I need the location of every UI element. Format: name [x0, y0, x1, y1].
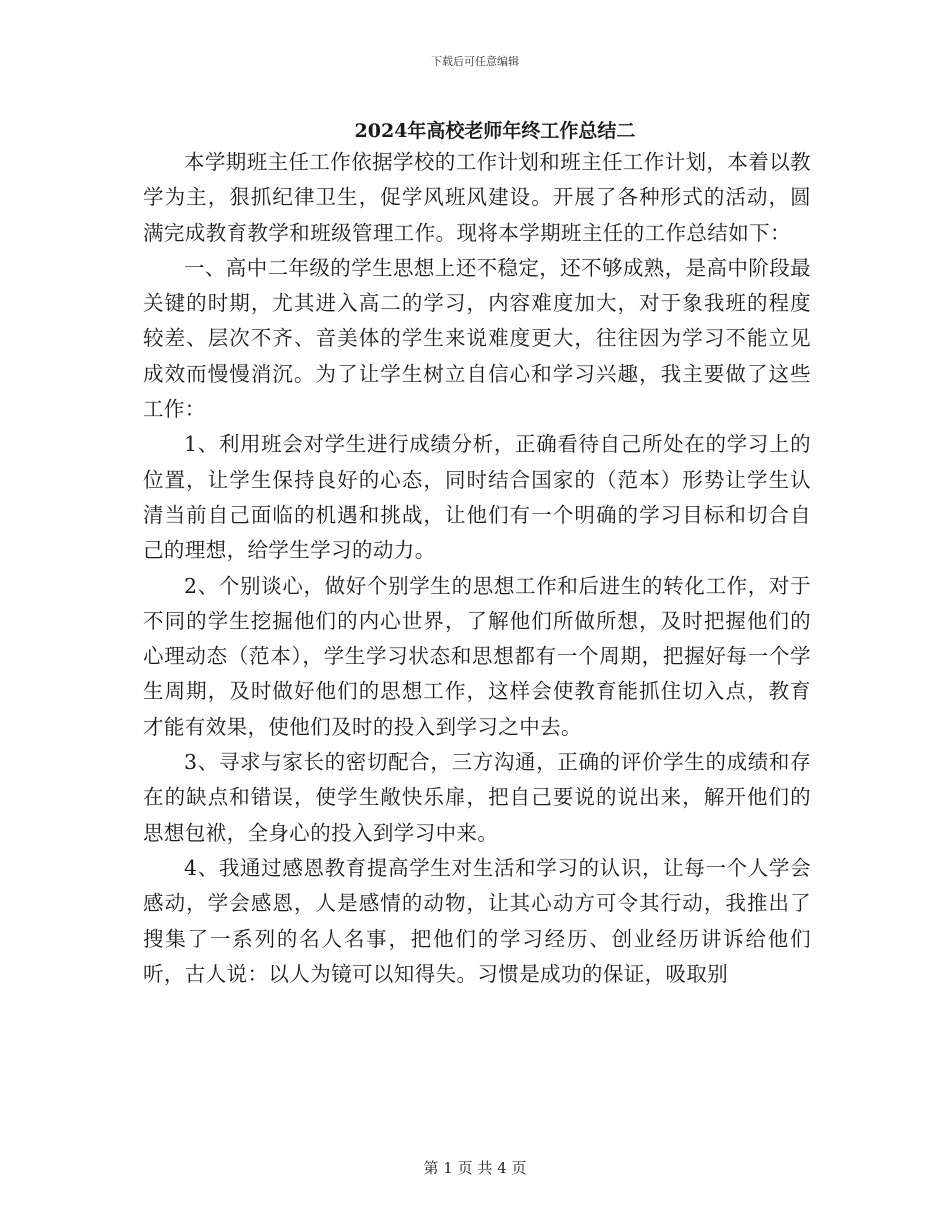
paragraph-item-1: 1、利用班会对学生进行成绩分析，正确看待自己所处在的学习上的位置，让学生保持良好的心态，同时结合国家的（范本）形势让学生认清当前自己面临的机遇和挑战，让他们有一个明确的学习目标和切合自己的理想，给学生学习的动力。 [143, 432, 811, 563]
document-body [143, 145, 811, 992]
document-title: 2024年高校老师年终工作总结二 [354, 120, 636, 142]
paragraph-section-one: 一、高中二年级的学生思想上还不稳定，还不够成熟，是高中阶段最关键的时期，尤其进入高二的学习，内容难度加大，对于象我班的程度较差、层次不齐、音美体的学生来说难度更大，往往因为学习不能立见成效而慢慢消沉。为了让学生树立自信心和学习兴趣，我主要做了这些工作： [143, 255, 811, 422]
paragraph-intro: 本学期班主任工作依据学校的工作计划和班主任工作计划，本着以教学为主，狠抓纪律卫生，促学风班风建设。开展了各种形式的活动，圆满完成教育教学和班级管理工作。现将本学期班主任的工作总结如下： [143, 150, 811, 245]
paragraph-item-2: 2、个别谈心，做好个别学生的思想工作和后进生的转化工作，对于不同的学生挖掘他们的内心世界，了解他们所做所想，及时把握他们的心理动态（范本），学生学习状态和思想都有一个周期，把握好每一个学生周期，及时做好他们的思想工作，这样会使教育能抓住切入点，教育才能有效果，使他们及时的投入到学习之中去。 [143, 573, 811, 739]
header-note: 下载后可任意编辑 [431, 55, 519, 68]
page-number: 第 1 页 共 4 页 [423, 1159, 527, 1177]
paragraph-item-4: 4、我通过感恩教育提高学生对生活和学习的认识，让每一个人学会感动，学会感恩，人是感情的动物，让其心动方可令其行动，我推出了搜集了一系列的名人名事，把他们的学习经历、创业经历讲诉给他们听，古人说：以人为镜可以知得失。习惯是成功的保证，吸取别 [143, 855, 811, 986]
paragraph-item-3: 3、寻求与家长的密切配合，三方沟通，正确的评价学生的成绩和存在的缺点和错误，使学生敞快乐扉，把自己要说的说出来，解开他们的思想包袱，全身心的投入到学习中来。 [143, 750, 811, 845]
